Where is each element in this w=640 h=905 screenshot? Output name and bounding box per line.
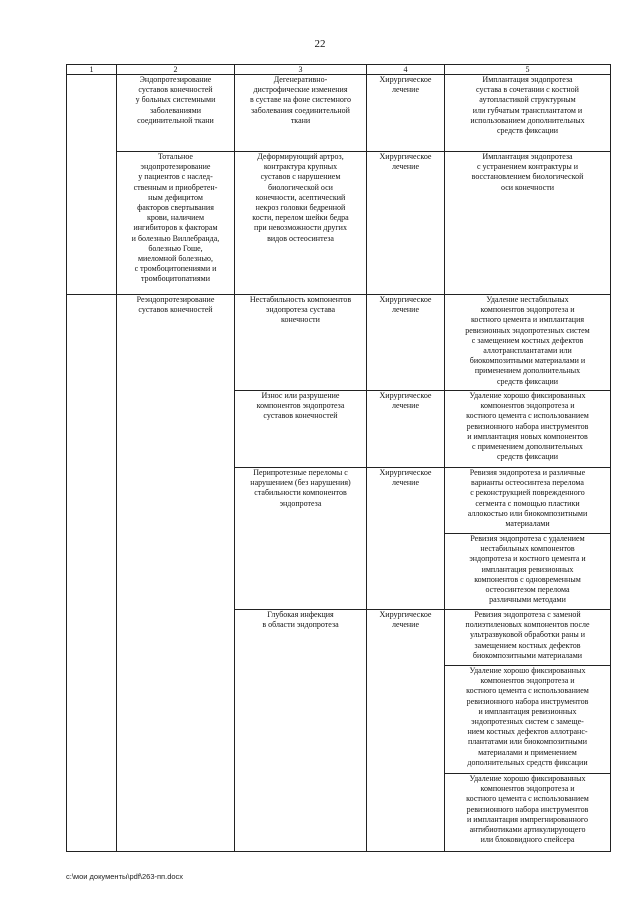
table-row (67, 75, 611, 152)
table-cell-condition: Деформирующий артроз, контрактура крупных суставов с нарушением биологической оси конечности, асептический некроз головки бедренной кости, перелом шейки бедра при невозможности других видов остеосинтеза (235, 152, 367, 295)
column-header: 5 (445, 65, 611, 75)
table-cell-number (67, 295, 117, 852)
table-cell-treatment: Хирургическое лечение (367, 391, 445, 468)
table-cell-treatment: Хирургическое лечение (367, 295, 445, 391)
table-cell-method: Удаление хорошо фиксированных компонентов эндопротеза и костного цемента с использованием ревизионного набора инструментов и имплантация новых компонентов с применением дополнительных средств фиксации (445, 391, 611, 468)
table-cell-treatment: Хирургическое лечение (367, 610, 445, 852)
page-number: 22 (314, 38, 326, 50)
column-header: 4 (367, 65, 445, 75)
table-cell-method: Удаление хорошо фиксированных компонентов эндопротеза и костного цемента с использованием ревизионного набора инструментов и имплантация ревизионных эндопротезных систем с замеще- нием костных дефектов аллотранс- плантатами или биокомпозитными материалами и применением дополнительных средств фиксации (445, 666, 611, 774)
table-cell-condition: Износ или разрушение компонентов эндопротеза суставов конечностей (235, 391, 367, 468)
footer-file-path: c:\мои документы\pdf\263-пп.docx (66, 872, 184, 881)
table-cell-method: Ревизия эндопротеза с заменой полиэтиленовых компонентов после ультразвуковой обработки раны и замещением костных дефектов биокомпозитными материалами (445, 610, 611, 666)
table-cell-treatment: Хирургическое лечение (367, 75, 445, 152)
table-cell-method: Имплантация эндопротеза сустава в сочетании с костной аутопластикой структурным или губчатым трансплантатом и использованием дополнительных средств фиксации (445, 75, 611, 152)
table-cell-method: Удаление нестабильных компонентов эндопротеза и костного цемента и имплантация ревизионных эндопротезных систем с замещением костных дефектов аллотрансплантатами или биокомпозитными материалами и применением дополнительных средств фиксации (445, 295, 611, 391)
column-header: 1 (67, 65, 117, 75)
table-cell-condition: Глубокая инфекция в области эндопротеза (235, 610, 367, 852)
table-cell-method: Ревизия эндопротеза и различные варианты остеосинтеза перелома с реконструкцией поврежденного сегмента с помощью пластики аллокостью или биокомпозитными материалами (445, 468, 611, 534)
table-cell-method: Ревизия эндопротеза с удалением нестабильных компонентов эндопротеза и костного цемента и имплантация ревизионных компонентов с одновременным остеосинтезом перелома различными методами (445, 534, 611, 610)
table-cell-method: Удаление хорошо фиксированных компонентов эндопротеза и костного цемента с использованием ревизионного набора инструментов и имплантация импрегнированного антибиотиками артикулирующего или блоковидного спейсера (445, 774, 611, 852)
table-cell-treatment: Хирургическое лечение (367, 152, 445, 295)
table-row (67, 295, 611, 391)
procedures-table (66, 64, 611, 852)
table-row (67, 152, 611, 295)
column-header: 2 (117, 65, 235, 75)
table-cell-procedure: Тотальное эндопротезирование у пациентов с наслед- ственным и приобретен- ным дефицитом факторов свертывания крови, наличием ингибиторов к факторам и болезнью Виллебранда, болезнью Гоше, миеломной болезнью, с тромбоцитопениями и тромбоцитопатиями (117, 152, 235, 295)
table-cell-number (67, 75, 117, 295)
column-header: 3 (235, 65, 367, 75)
table-cell-procedure: Эндопротезирование суставов конечностей у больных системными заболеваниями соединительной ткани (117, 75, 235, 152)
table-cell-treatment: Хирургическое лечение (367, 468, 445, 610)
table-cell-procedure: Реэндопротезирование суставов конечностей (117, 295, 235, 852)
table-cell-condition: Нестабильность компонентов эндопротеза сустава конечности (235, 295, 367, 391)
table-cell-condition: Дегенеративно- дистрофические изменения в суставе на фоне системного заболевания соединительной ткани (235, 75, 367, 152)
table-header-row (67, 65, 611, 75)
table-cell-method: Имплантация эндопротеза с устранением контрактуры и восстановлением биологической оси конечности (445, 152, 611, 295)
table-cell-condition: Перипротезные переломы с нарушением (без нарушения) стабильности компонентов эндопротеза (235, 468, 367, 610)
